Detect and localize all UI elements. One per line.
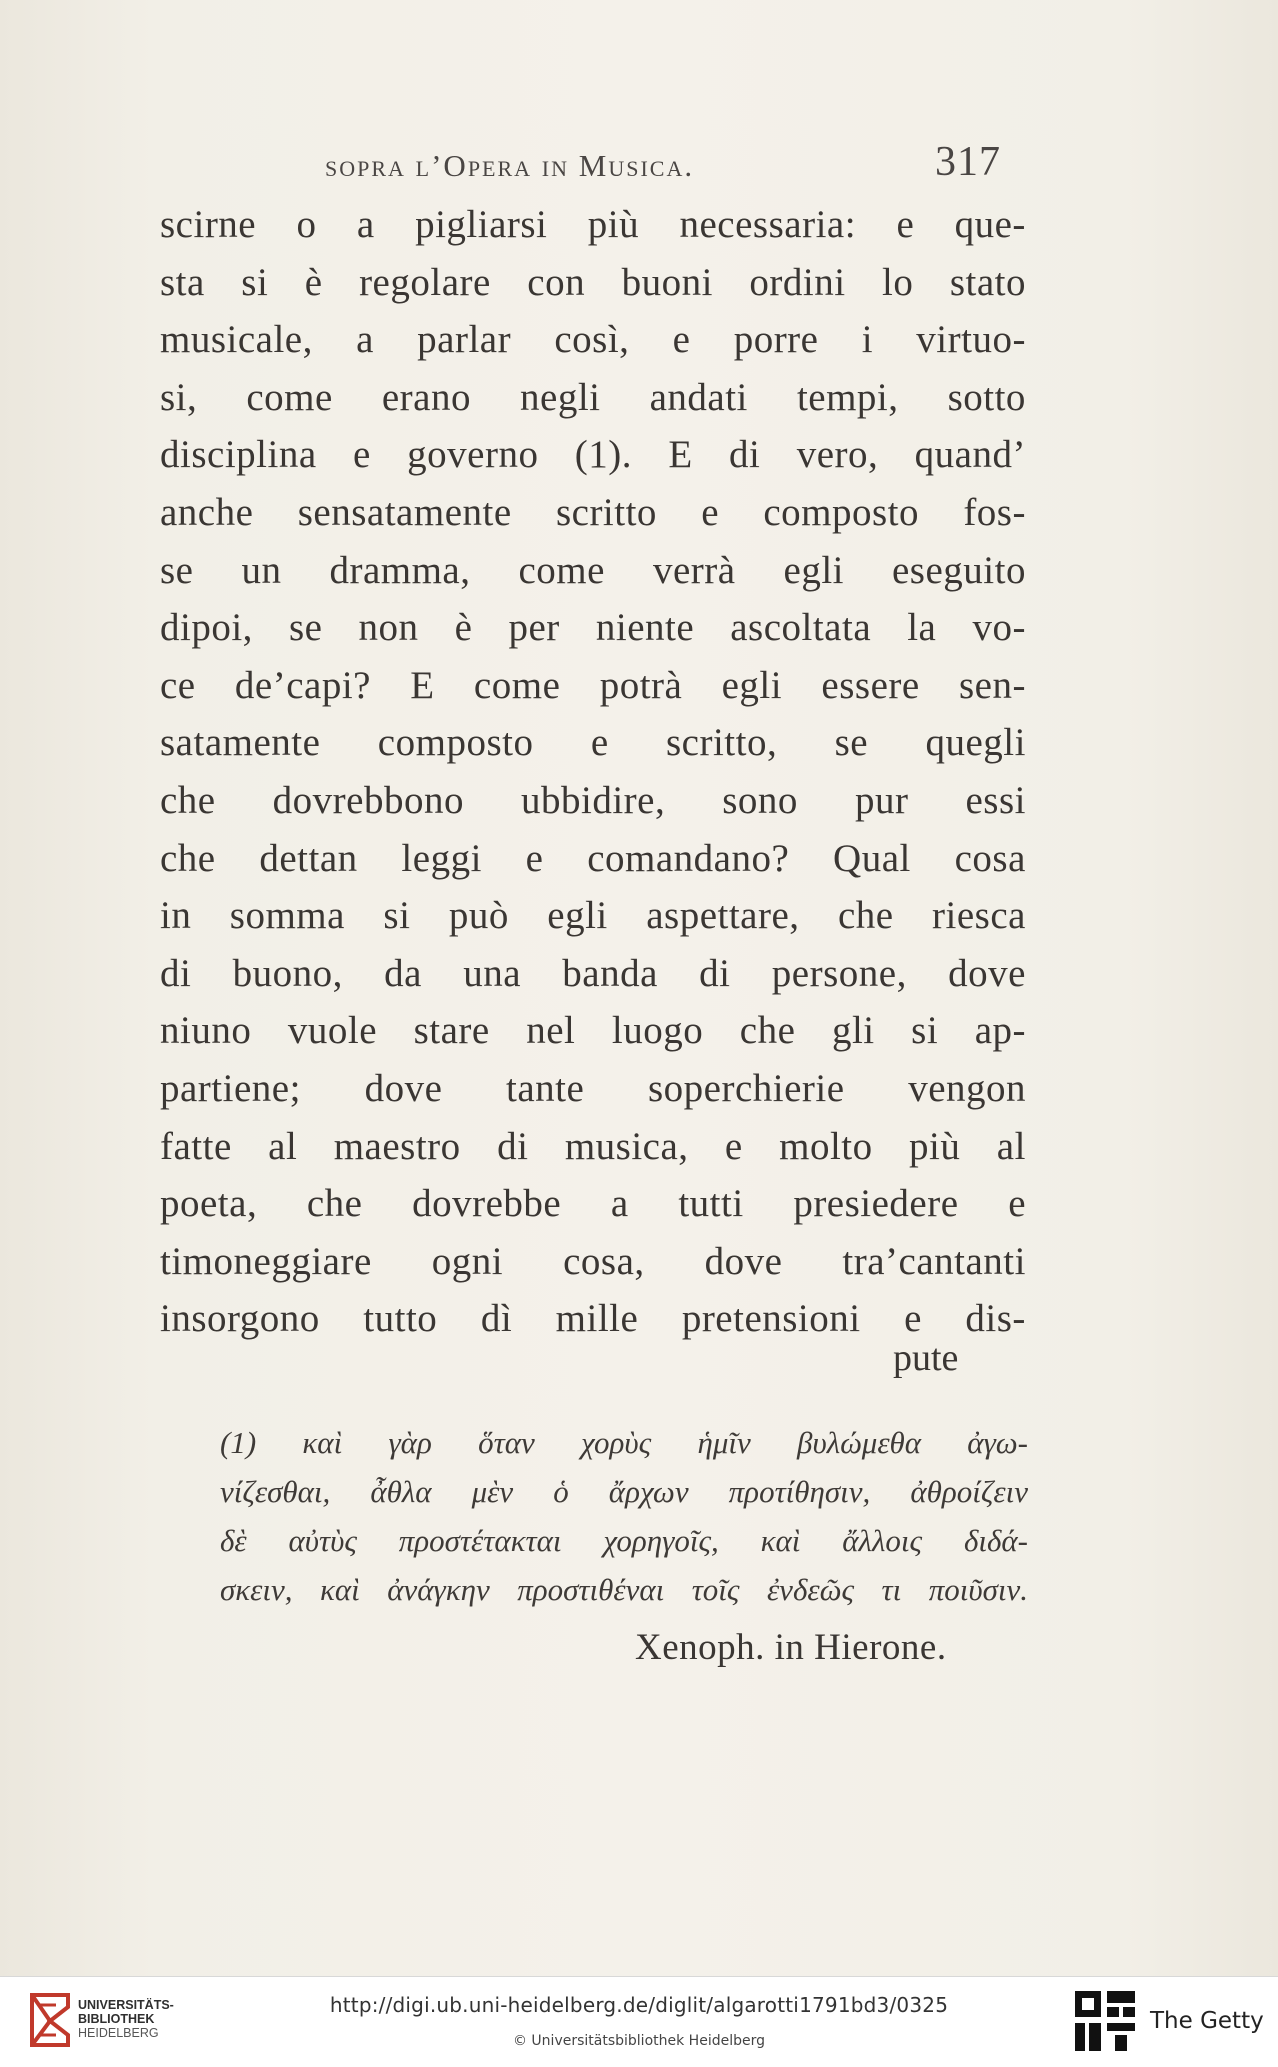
getty-name: The Getty	[1150, 2008, 1264, 2034]
word: ap-	[974, 1009, 1026, 1053]
word: mille	[555, 1297, 639, 1341]
word: ogni	[431, 1239, 504, 1283]
word: fos-	[963, 490, 1026, 534]
word: porre	[733, 318, 819, 362]
word: gli	[831, 1009, 875, 1053]
footer-bar	[0, 1976, 1278, 2067]
word: ubbidire,	[521, 778, 666, 822]
word: vero,	[796, 433, 879, 477]
getty-logo-icon	[1073, 1989, 1137, 2053]
footnote-word: χορηγοῖς,	[603, 1523, 719, 1558]
word: egli	[783, 548, 845, 592]
word: lo	[882, 260, 914, 304]
word: che	[837, 894, 894, 938]
text-line	[160, 311, 1026, 369]
word: e	[701, 490, 720, 534]
word: per	[508, 606, 560, 650]
footnote-attribution: Xenoph. in Hierone.	[635, 1627, 947, 1668]
footnote-word: καὶ	[760, 1523, 801, 1558]
word: E	[668, 433, 693, 477]
text-line	[160, 1233, 1026, 1291]
word: così,	[554, 318, 630, 362]
footnote-word: ἀθροίζειν	[910, 1474, 1028, 1509]
text-line	[160, 1118, 1026, 1176]
word: si	[241, 260, 269, 304]
word: essere	[821, 663, 920, 707]
word: può	[448, 894, 509, 938]
footnote-line	[220, 1418, 1028, 1467]
footnote-word: ποιῦσιν.	[928, 1572, 1028, 1607]
word: e	[590, 721, 609, 765]
word: al	[996, 1124, 1026, 1168]
word: quand’	[914, 433, 1026, 477]
word: dove	[364, 1066, 443, 1110]
word: sta	[160, 260, 205, 304]
footnote-word: (1)	[220, 1425, 257, 1460]
word: e	[896, 203, 915, 246]
word: ordini	[749, 260, 846, 304]
word: poeta,	[160, 1182, 258, 1226]
word: si,	[160, 375, 198, 419]
word: dipoi,	[160, 606, 253, 650]
footnote-word: προστέτακται	[398, 1523, 562, 1558]
word: egli	[721, 663, 783, 707]
word: maestro	[333, 1124, 461, 1168]
word: scirne	[160, 203, 257, 246]
library-name-line-1: UNIVERSITÄTS-	[78, 1998, 174, 2012]
word: dove	[948, 951, 1026, 995]
word: composto	[763, 490, 920, 534]
word: di	[729, 433, 761, 477]
footnote-word: χορὺς	[581, 1425, 652, 1460]
footnote-line	[220, 1516, 1028, 1565]
word: insorgono	[160, 1297, 320, 1341]
word: que-	[954, 203, 1026, 246]
word: composto	[377, 721, 534, 765]
footnote-word: δὲ	[220, 1523, 247, 1558]
word: tante	[506, 1066, 585, 1110]
text-line	[160, 254, 1026, 312]
word: tra’cantanti	[842, 1239, 1026, 1283]
word: verrà	[652, 548, 736, 592]
word: pur	[854, 778, 909, 822]
word: da	[384, 951, 422, 995]
word: presiedere	[793, 1182, 959, 1226]
word: con	[527, 260, 586, 304]
word: luogo	[611, 1009, 704, 1053]
word: de’capi?	[234, 663, 371, 707]
word: musicale,	[160, 318, 313, 362]
footnote-word: ἐνδεῶς	[766, 1572, 855, 1607]
word: dove	[704, 1239, 783, 1283]
word: se	[160, 548, 194, 592]
word: comandano?	[587, 836, 790, 880]
footnote-word: ἀνάγκην	[387, 1572, 490, 1607]
word: pretensioni	[681, 1297, 861, 1341]
word: anche	[160, 490, 254, 534]
text-line	[160, 599, 1026, 657]
word: egli	[547, 894, 608, 938]
word: come	[473, 663, 561, 707]
word: molto	[779, 1124, 873, 1168]
footnote-word: τοῖς	[691, 1572, 740, 1607]
footnote-word: ἄλλοις	[842, 1523, 923, 1558]
footnote-word: βυλώμεθα	[797, 1425, 922, 1460]
word: E	[410, 663, 435, 707]
word: virtuo-	[916, 318, 1026, 362]
word: sensatamente	[297, 490, 512, 534]
permalink-url[interactable]: http://digi.ub.uni-heidelberg.de/diglit/algarotti1791bd3/0325	[329, 1993, 949, 2017]
word: andati	[649, 375, 748, 419]
footnote-word: ὁ	[553, 1474, 569, 1509]
library-name-line-2: BIBLIOTHEK	[78, 2012, 155, 2026]
word: parlar	[417, 318, 512, 362]
footnote-word: ἆθλα	[370, 1474, 432, 1509]
word: musica,	[564, 1124, 689, 1168]
word: buoni	[621, 260, 713, 304]
word: scritto,	[666, 721, 778, 765]
word: buono,	[232, 951, 343, 995]
word: una	[463, 951, 522, 995]
word: di	[160, 951, 192, 995]
word: e	[904, 1297, 922, 1341]
footnote-word: σκειν,	[220, 1572, 293, 1607]
word: come	[518, 548, 605, 592]
word: leggi	[401, 836, 482, 880]
word: tutto	[363, 1297, 438, 1341]
word: potrà	[599, 663, 683, 707]
body-text	[160, 196, 1026, 1348]
word: governo	[407, 433, 539, 477]
word: che	[306, 1182, 363, 1226]
footnote-word: μὲν	[471, 1474, 514, 1509]
word: stato	[949, 260, 1026, 304]
word: cosa	[954, 836, 1026, 880]
word: nel	[526, 1009, 576, 1053]
word: sotto	[947, 375, 1026, 419]
footnote-word: διδά-	[963, 1523, 1028, 1558]
word: che	[160, 836, 216, 880]
word: partiene;	[160, 1066, 301, 1110]
word: al	[268, 1124, 298, 1168]
word: di	[699, 951, 731, 995]
text-line	[160, 484, 1026, 542]
footnote-word: γὰρ	[388, 1425, 432, 1460]
word: dì	[480, 1297, 513, 1341]
text-line	[160, 542, 1026, 600]
word: un	[241, 548, 282, 592]
word: tempi,	[796, 375, 899, 419]
word: in	[160, 894, 192, 938]
word: ce	[160, 663, 196, 707]
word: timoneggiare	[160, 1239, 372, 1283]
word: di	[497, 1124, 529, 1168]
word: come	[246, 375, 333, 419]
word: e	[525, 836, 544, 880]
text-line	[160, 426, 1026, 484]
catchword: pute	[893, 1337, 959, 1379]
word: la	[907, 606, 937, 650]
text-line	[160, 196, 1026, 254]
footnote-line	[220, 1467, 1028, 1516]
word: dramma,	[329, 548, 471, 592]
footnote-word: ἀγω-	[967, 1425, 1028, 1460]
word: vo-	[972, 606, 1026, 650]
word: essi	[965, 778, 1026, 822]
word: se	[288, 606, 323, 650]
word: si	[911, 1009, 939, 1053]
footnote-line	[220, 1565, 1028, 1614]
text-line	[160, 369, 1026, 427]
footnote-word: προτίθησιν,	[728, 1474, 871, 1509]
word: vuole	[287, 1009, 378, 1053]
word: niente	[595, 606, 695, 650]
footnote	[220, 1418, 1028, 1614]
footnote-word: τι	[881, 1572, 902, 1607]
word: e	[352, 433, 371, 477]
footnote-word: καὶ	[302, 1425, 343, 1460]
text-line	[160, 945, 1026, 1003]
word: satamente	[160, 721, 321, 765]
word: e	[672, 318, 691, 362]
word: banda	[562, 951, 658, 995]
text-line	[160, 1060, 1026, 1118]
word: negli	[520, 375, 601, 419]
library-city: HEIDELBERG	[78, 2026, 159, 2040]
word: quegli	[925, 721, 1026, 765]
word: vengon	[908, 1066, 1026, 1110]
word: a	[356, 203, 375, 246]
word: è	[454, 606, 473, 650]
word: disciplina	[160, 433, 317, 477]
footnote-word: αὐτὺς	[288, 1523, 357, 1558]
word: più	[587, 203, 640, 246]
text-line	[160, 657, 1026, 715]
footnote-word: ὅταν	[478, 1425, 535, 1460]
word: i	[861, 318, 874, 362]
word: che	[160, 778, 216, 822]
word: e	[724, 1124, 743, 1168]
footnote-word: καὶ	[319, 1572, 360, 1607]
text-line	[160, 830, 1026, 888]
word: Qual	[833, 836, 911, 880]
running-title: sopra l’Opera in Musica.	[325, 148, 695, 183]
word: dis-	[965, 1297, 1026, 1341]
footnote-word: νίζεσθαι,	[220, 1474, 331, 1509]
page-number: 317	[935, 139, 1001, 185]
word: riesca	[932, 894, 1026, 938]
word: niuno	[160, 1009, 252, 1053]
text-line	[160, 714, 1026, 772]
word: soperchierie	[647, 1066, 845, 1110]
word: stare	[413, 1009, 490, 1053]
text-line	[160, 772, 1026, 830]
word: non	[358, 606, 419, 650]
word: se	[834, 721, 869, 765]
text-line	[160, 887, 1026, 945]
text-line	[160, 1175, 1026, 1233]
word: cosa,	[563, 1239, 645, 1283]
word: pigliarsi	[415, 203, 548, 246]
word: (1).	[574, 433, 633, 477]
word: o	[296, 203, 317, 246]
word: sono	[722, 778, 798, 822]
word: erano	[381, 375, 471, 419]
running-head	[325, 138, 1025, 188]
word: scritto	[555, 490, 657, 534]
word: ascoltata	[730, 606, 872, 650]
word: sen-	[958, 663, 1026, 707]
text-line	[160, 1002, 1026, 1060]
word: dovrebbono	[272, 778, 464, 822]
word: necessaria:	[679, 203, 857, 246]
word: tutti	[678, 1182, 744, 1226]
word: a	[610, 1182, 629, 1226]
footnote-word: ἄρχων	[608, 1474, 689, 1509]
word: eseguito	[892, 548, 1026, 592]
footnote-word: ἡμῖν	[697, 1425, 751, 1460]
word: dettan	[259, 836, 358, 880]
word: è	[304, 260, 323, 304]
word: regolare	[359, 260, 491, 304]
word: dovrebbe	[412, 1182, 562, 1226]
word: fatte	[160, 1124, 232, 1168]
word: si	[383, 894, 411, 938]
footnote-word: προστιθέναι	[517, 1572, 665, 1607]
word: e	[1008, 1182, 1026, 1226]
word: più	[909, 1124, 961, 1168]
word: che	[739, 1009, 796, 1053]
word: a	[356, 318, 374, 362]
word: persone,	[771, 951, 907, 995]
copyright-notice: © Universitätsbibliothek Heidelberg	[512, 2033, 765, 2049]
word: aspettare,	[646, 894, 800, 938]
word: somma	[229, 894, 345, 938]
